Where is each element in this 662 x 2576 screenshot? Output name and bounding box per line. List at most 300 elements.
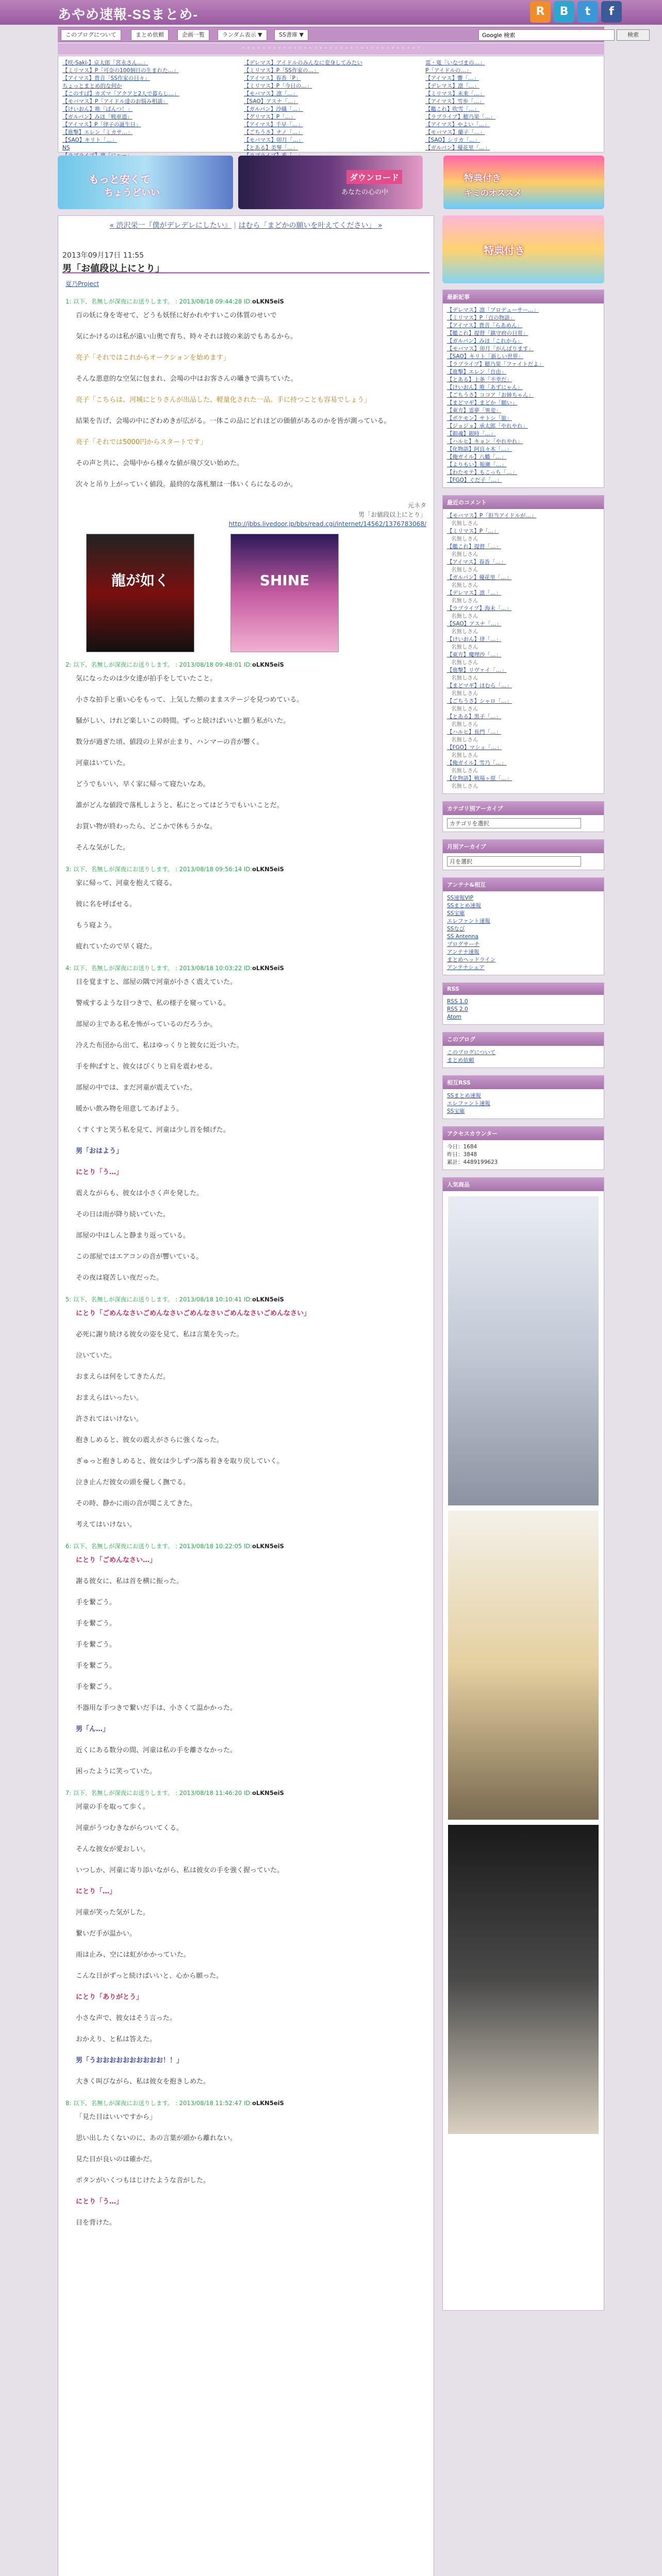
reply-header: 2: 以下、名無しが深夜にお送りします。 : 2013/08/18 09:48:01 ID:oLKN5eiS	[65, 661, 284, 668]
comment-article-link[interactable]: 【けいおん】律「…」	[447, 636, 501, 642]
header-link[interactable]: 【進撃】エレン「ミカサ…」	[62, 129, 133, 135]
comment-article-link[interactable]: 【SAO】アスナ「…」	[447, 621, 502, 627]
header-links-col3	[425, 59, 601, 152]
archive-select[interactable]: カテゴリを選択	[447, 818, 581, 828]
reply-meta: : 以下、名無しが深夜にお送りします。 : 2013/08/18 10:03:22	[69, 964, 242, 972]
header-link[interactable]: 【SAO】アスナ「…」	[244, 98, 299, 105]
source-citation	[65, 501, 426, 529]
reply-line: にとり「う…」	[76, 2198, 123, 2206]
reply-id[interactable]: oLKN5eiS	[252, 1296, 284, 1303]
reply-line: 疲れていたので早く寝た。	[76, 943, 157, 951]
reply-meta: : 以下、名無しが深夜にお送りします。 : 2013/08/18 09:48:01	[69, 661, 242, 668]
reply-id[interactable]: oLKN5eiS	[252, 964, 284, 972]
reply-line: 抱きしめると、彼女の震えがさらに強くなった。	[76, 1436, 224, 1444]
sidebar-link[interactable]: Atom	[447, 1014, 461, 1020]
sidebar-panel	[442, 1075, 604, 1119]
reply-id[interactable]: oLKN5eiS	[252, 298, 284, 305]
sidebar-link[interactable]: エレファント速報	[447, 1100, 490, 1107]
reply-line: 百の妖に身を寄せて、どうも妖怪に好かれやすいこの体質のせいで	[76, 312, 277, 319]
sidebar-panel	[442, 982, 604, 1025]
reply-line: ぎゅっと抱きしめると、彼女は少しずつ落ち着きを取り戻していく。	[76, 1458, 284, 1465]
reply-line: 気にかけるのは私が遠い山奥で育ち、時々それは彼の来訪でもあるから。	[76, 333, 297, 341]
header-link[interactable]: P「アイドルの…」	[425, 67, 472, 74]
comment-author: 名無しさん	[451, 598, 478, 604]
reply-body	[76, 674, 426, 853]
comment-article-link[interactable]: 【ミリマス】P「…」	[447, 528, 499, 534]
reply-number[interactable]: 3	[65, 866, 70, 873]
header-link[interactable]: NS	[62, 145, 70, 151]
site-header	[0, 0, 662, 25]
main-content	[58, 215, 434, 2576]
comment-article-link[interactable]: 【ガルパン】優花里「…」	[447, 574, 512, 581]
reply-line: にとり「ありがとう」	[76, 1993, 143, 2001]
header-link[interactable]: 【モバマス】卯月「…」	[244, 137, 304, 143]
sidebar-link[interactable]: SS宝庫	[447, 910, 465, 917]
reply-line: その時、静かに雨の音が聞こえてきた。	[76, 1500, 197, 1507]
reply-id[interactable]: oLKN5eiS	[252, 661, 284, 668]
cite-label: 元ネタ	[407, 502, 426, 509]
post-nav: « 渋沢栄一『僕がデレデレにしたい』 | はむら「まどかの願いを叶えてください」 »	[109, 222, 383, 230]
sidebar-link[interactable]: SSまとめ速報	[447, 903, 481, 909]
sidebar-link[interactable]: 【俺ガイル】八幡「…」	[447, 454, 507, 460]
reply-body	[76, 977, 426, 1283]
reply-line: いつしか、河童に寄り添いながら、私は彼女の手を強く握っていた。	[76, 1867, 284, 1874]
search-input[interactable]	[478, 29, 615, 41]
post-tag-link[interactable]: 夏乃Project	[65, 280, 100, 287]
cover-images	[76, 534, 426, 652]
comment-article-link[interactable]: 【ごちうさ】シャロ「…」	[447, 698, 512, 704]
sidebar-link[interactable]: 【よりもい】報瀬「…」	[447, 462, 507, 468]
reply-line: 小さな声で、彼女はそう言った。	[76, 2014, 176, 2022]
sidebar-panel-body	[443, 853, 604, 870]
header-link[interactable]: 【ガルパン】優花里「…」	[425, 145, 490, 151]
sidebar-link[interactable]: 【デレマス】凛「プロデューサー…」	[447, 307, 539, 313]
reply-line: 泣き止んだ彼女の頭を優しく撫でる。	[76, 1479, 190, 1486]
sidebar-panel	[442, 495, 604, 794]
sidebar-panel-head: このブログ	[443, 1032, 604, 1046]
header-links-col1	[62, 59, 238, 167]
header-link[interactable]: 【ミリマス】P「可奈の100個目の生まれた…」	[62, 67, 179, 74]
header-link[interactable]: 【ガルパン】みほ「戦車道」	[62, 114, 133, 120]
reply-line: 亮子「こちらは、河城にとりさんが出品した、軽量化された一品。手に持つことも容易でしょう」	[76, 396, 371, 404]
reply-line: 困ったように笑っていた。	[76, 1768, 157, 1775]
sidebar-link[interactable]: SS宝庫	[447, 1108, 465, 1114]
reply-line: 河童がうつむきながらついてくる。	[76, 1824, 183, 1832]
reply-number[interactable]: 4	[65, 964, 70, 972]
archive-select[interactable]: 月を選択	[447, 856, 581, 867]
reply-line: この部屋ではエアコンの音が響いている。	[76, 1253, 203, 1261]
reply-id[interactable]: oLKN5eiS	[252, 1789, 284, 1797]
header-links-col2	[244, 59, 419, 160]
reply-line: 数分が過ぎた頃、値段の上昇が止まり、ハンマーの音が響く。	[76, 738, 263, 746]
comment-author: 名無しさん	[451, 675, 478, 681]
reply-meta: : 以下、名無しが深夜にお送りします。 : 2013/08/18 11:46:20	[69, 1789, 242, 1797]
reply-header: 4: 以下、名無しが深夜にお送りします。 : 2013/08/18 10:03:22 ID:oLKN5eiS	[65, 964, 284, 972]
sidebar-link[interactable]: 【化物語】阿良々木「…」	[447, 446, 512, 452]
header-link[interactable]: 【ラブライブ】穂乃果「…」	[425, 114, 495, 120]
reply-line: その夜は寝苦しい夜だった。	[76, 1274, 163, 1282]
reply-line: 手を繋ごう。	[76, 1683, 117, 1691]
comment-author: 名無しさん	[451, 613, 478, 619]
counter-line: 昨日：3848	[447, 1151, 477, 1158]
sidebar-panel-head: 最新記事	[443, 290, 604, 303]
game-cover-1[interactable]	[86, 534, 194, 652]
reply-meta: : 以下、名無しが深夜にお送りします。 : 2013/08/18 09:44:28	[69, 298, 242, 305]
sidebar-link[interactable]: SS Antenna	[447, 934, 478, 940]
sidebar-link[interactable]: 【けいおん】唯「あずにゃん」	[447, 384, 523, 391]
sidebar-link[interactable]: 【進撃】エレン「自由」	[447, 369, 507, 375]
reply-number[interactable]: 8	[65, 2099, 70, 2107]
header-link[interactable]: 【モバマス】P「アイドル達のお悩み相談」	[62, 98, 168, 105]
hatena-icon[interactable]: B	[554, 1, 574, 23]
header-link[interactable]: 【ミリマス】未来「…」	[425, 91, 485, 97]
comment-article-link[interactable]: 【まどマギ】ほむら「…」	[447, 683, 512, 689]
ad-banner-1-text1: もっと安くて	[89, 173, 151, 185]
sidebar-panel-body	[443, 1140, 604, 1170]
sidebar-link[interactable]: 【艦これ】提督「鎮守府の日常」	[447, 330, 528, 336]
nav-request[interactable]: まとめ依頼	[131, 29, 169, 41]
reply-line: 手を繋ごう。	[76, 1662, 117, 1670]
ad-banner-3[interactable]	[443, 156, 604, 209]
comment-article-link[interactable]: 【俺ガイル】雪乃「…」	[447, 760, 507, 766]
post-date: 2013年09月17日 11:55	[62, 251, 144, 260]
sidebar-ad-column	[442, 1177, 604, 2311]
comment-author: 名無しさん	[451, 721, 478, 727]
reply-line: 近くにある数分の間、河童は私の手を離さなかった。	[76, 1747, 237, 1754]
sidebar-panel	[442, 290, 604, 488]
reply-line: 繋いだ手が温かい。	[76, 1930, 137, 1938]
reply-line: おまえらは何をしてきたんだ。	[76, 1373, 170, 1381]
sidebar-link[interactable]: 【SAO】キリト「新しい世界」	[447, 353, 524, 360]
reply-line: 目を背けた。	[76, 2219, 117, 2227]
reply-line: にとり「ごめんなさいごめんなさいごめんなさいごめんなさいごめんなさい」	[76, 1310, 311, 1317]
comment-author: 名無しさん	[451, 783, 478, 789]
comment-article-link[interactable]: 【ハルヒ】長門「…」	[447, 729, 501, 735]
comment-author: 名無しさん	[451, 752, 478, 758]
header-link[interactable]: ちょっとまとめ的な何か	[62, 83, 122, 89]
sidebar-link[interactable]: 【東方】霊夢「異変」	[447, 408, 501, 414]
reply-number[interactable]: 2	[65, 661, 70, 668]
rss-icon[interactable]: R	[530, 1, 551, 23]
reply-line: 河童の手を取って歩く。	[76, 1803, 150, 1811]
sidebar-panels	[442, 290, 604, 1170]
header-link[interactable]: 【このすば】カズマ「アクアと2人で暮らし…」	[62, 91, 179, 97]
header-link[interactable]: 【ガルパン】沙織「…」	[244, 106, 303, 112]
reply-line: 河童が笑った気がした。	[76, 1909, 150, 1917]
sidebar-link[interactable]: 【銀魂】銀時「…」	[447, 431, 496, 437]
comment-article-link[interactable]: 【進撃】リヴァイ「…」	[447, 667, 507, 673]
comment-article-link[interactable]: 【東方】魔理沙「…」	[447, 652, 501, 658]
ad-banner-2[interactable]	[238, 156, 423, 209]
reply-line: 家に帰って、河童を抱えて寝る。	[76, 879, 176, 887]
comment-author: 名無しさん	[451, 706, 478, 712]
sidebar-ad-banner[interactable]	[442, 215, 604, 283]
sidebar-panel-head: RSS	[443, 983, 604, 995]
ad-banner-3-sub: キミのオススメ	[464, 188, 522, 198]
reply-meta: : 以下、名無しが深夜にお送りします。 : 2013/08/18 10:22:05	[69, 1543, 242, 1550]
reply-line: 手を繋ごう。	[76, 1641, 117, 1649]
comment-article-link[interactable]: 【ラブライブ】海未「…」	[447, 605, 512, 612]
sidebar-link[interactable]: RSS 2.0	[447, 1006, 468, 1012]
game-cover-1-title: 龍が如く	[111, 572, 169, 589]
nav-projects[interactable]: 企画一覧	[177, 29, 209, 41]
ad-image-2[interactable]	[448, 1511, 599, 1820]
reply-header: 5: 以下、名無しが深夜にお送りします。 : 2013/08/18 10:10:41 ID:oLKN5eiS	[65, 1296, 284, 1303]
sidebar-panel-body	[443, 509, 604, 793]
comment-article-link[interactable]: 【デレマス】凛「…」	[447, 590, 501, 596]
reply-line: おまえらはいったい。	[76, 1394, 143, 1402]
sidebar-panel-head: カテゴリ別アーカイブ	[443, 802, 604, 815]
reply-line: 考えてはいけない。	[76, 1521, 137, 1529]
twitter-icon[interactable]: t	[577, 1, 598, 23]
reply-header: 8: 以下、名無しが深夜にお送りします。 : 2013/08/18 11:52:47 ID:oLKN5eiS	[65, 2099, 284, 2107]
comment-article-link[interactable]: 【アイマス】春香「…」	[447, 559, 506, 565]
reply-number[interactable]: 1	[65, 298, 70, 305]
comment-author: 名無しさん	[451, 520, 478, 527]
reply-body	[76, 311, 426, 490]
game-cover-2-title: SHINE	[259, 572, 310, 589]
sidebar-panel-head: 月別アーカイブ	[443, 840, 604, 853]
reply-line: おかえり、と私は答えた。	[76, 2036, 157, 2043]
reply-line: 亮子「それではこれからオークションを始めます」	[76, 354, 230, 362]
sidebar-ad-head: 人気商品	[443, 1178, 604, 1191]
reply-line: 部屋の主である私を怖がっているのだろうか。	[76, 1021, 217, 1028]
reply-line: 不器用な手つきで繋いだ手は、小さくて温かかった。	[76, 1704, 237, 1712]
header-link[interactable]: 雷・電「いなづまの…」	[425, 60, 485, 66]
ad-banner-2-text: ダウンロード	[346, 170, 402, 184]
sidebar-link[interactable]: まとめ依頼	[447, 1057, 474, 1063]
header-link[interactable]: 【アイマス】貴音「SS作家の日々」	[62, 75, 150, 81]
header-link[interactable]: 【モバマス】蘭子「…」	[425, 129, 485, 135]
reply-line: 気になったのは少女達が拍手をしていたこと。	[76, 675, 217, 683]
header-subbar: ・・・・・・・・・・・・・・・・・・・・・・・・・・・・・・・・・・・	[58, 43, 604, 55]
banner-row	[58, 156, 604, 212]
reply-line: そんな彼女が愛おしい。	[76, 1845, 150, 1853]
reply-line: 彼に名を呼ばせる。	[76, 901, 137, 908]
prev-post-link[interactable]: « 渋沢栄一『僕がデレデレにしたい』	[109, 222, 231, 230]
reply-line: 男「ん…」	[76, 1725, 110, 1733]
sidebar-panel	[442, 801, 604, 832]
reply-header: 6: 以下、名無しが深夜にお送りします。 : 2013/08/18 10:22:05 ID:oLKN5eiS	[65, 1543, 284, 1550]
comment-author: 名無しさん	[451, 737, 478, 743]
comment-author: 名無しさん	[451, 536, 478, 542]
site-title[interactable]: あやめ速報-SSまとめ-	[58, 7, 198, 22]
header-link[interactable]: 【けいおん】唯「ぱんつ！」	[62, 106, 133, 112]
reply-line: 結果を告げ、会場の中にざわめきが広がる。一体この品にどれほどの価値があるのかを皆が測っている。	[76, 417, 391, 425]
sidebar-panel	[442, 1126, 604, 1170]
reply-number[interactable]: 6	[65, 1543, 70, 1550]
sidebar	[442, 215, 604, 2576]
reply-line: 思い出したくないのに、あの言葉が頭から離れない。	[76, 2134, 237, 2142]
reply-line: 冷えた布団から出て、私はゆっくりと彼女に近づいた。	[76, 1042, 243, 1049]
reply-line: そんな気がした。	[76, 844, 130, 852]
comment-author: 名無しさん	[451, 551, 478, 557]
comment-author: 名無しさん	[451, 659, 478, 666]
reply-header: 7: 以下、名無しが深夜にお送りします。 : 2013/08/18 11:46:20 ID:oLKN5eiS	[65, 1789, 284, 1797]
nav-archive[interactable]: SS書庫 ▼	[274, 29, 308, 41]
nav-random[interactable]: ランダム表示 ▼	[218, 29, 267, 41]
reply-line: 河童はいていた。	[76, 759, 130, 767]
reply-body	[76, 1802, 426, 2087]
post-title[interactable]: 男「お値段以上にとり」	[62, 263, 164, 274]
sidebar-link[interactable]: 【ハルヒ】キョン「やれやれ」	[447, 438, 523, 445]
reply-line: 大きく叫びながら、私は彼女を抱きしめた。	[76, 2078, 210, 2086]
comment-article-link[interactable]: 【モバマス】P「担当アイドルが…」	[447, 513, 537, 519]
reply-id[interactable]: oLKN5eiS	[252, 866, 284, 873]
reply-line: 「見た目はいいですから」	[76, 2113, 157, 2121]
ad-banner-1[interactable]	[58, 156, 233, 209]
sidebar-panel-body	[443, 1046, 604, 1067]
header-link[interactable]: 【デレマス】凛「…」	[425, 83, 479, 89]
sidebar-panel-head: 最近のコメント	[443, 496, 604, 509]
sidebar-panel-head: 相互RSS	[443, 1076, 604, 1089]
reply-id[interactable]: oLKN5eiS	[252, 1543, 284, 1550]
ad-banner-1-text2: ちょうどいい	[104, 188, 160, 198]
reply-line: 次々と吊り上がっていく値段。最終的な落札額は一体いくらになるのか。	[76, 481, 297, 488]
game-cover-2[interactable]	[230, 534, 339, 652]
comment-author: 名無しさん	[451, 629, 478, 635]
sidebar-link[interactable]: アンテナシェア	[447, 964, 485, 971]
search-button[interactable]: 検索	[617, 29, 650, 41]
header-link[interactable]: 【艦これ】吹雪「…」	[425, 106, 479, 112]
header-link[interactable]: 【アイマス】雪歩「…」	[425, 98, 485, 105]
nav-about[interactable]: このブログについて	[61, 29, 121, 41]
post-title-box	[62, 250, 429, 274]
cite-title: 男「お値段以上にとり」	[358, 511, 426, 518]
sidebar-link[interactable]: 【FGO】ぐだ子「…」	[447, 477, 502, 483]
reply-line: その声と共に、会場中から様々な値が飛び交い始めた。	[76, 460, 244, 467]
facebook-icon[interactable]: f	[601, 1, 622, 23]
comment-article-link[interactable]: 【化物語】戦場ヶ原「…」	[447, 775, 512, 782]
reply-line: 謝る彼女に、私は首を横に振った。	[76, 1578, 184, 1585]
counter-line: 今日：1684	[447, 1144, 477, 1150]
sidebar-link[interactable]: 【アイマス】貴音「らあめん」	[447, 323, 523, 329]
reply-body	[76, 878, 426, 952]
sidebar-link[interactable]: エレファント速報	[447, 918, 490, 924]
sidebar-panel	[442, 877, 604, 975]
header-link[interactable]: 【グリマス】P「…」	[244, 114, 296, 120]
comment-author: 名無しさん	[451, 567, 478, 573]
sidebar-panel-body	[443, 815, 604, 832]
reply-line: 部屋の中では、まだ河童が震えていた。	[76, 1084, 197, 1092]
next-post-link[interactable]: はむら「まどかの願いを叶えてください」 »	[238, 222, 383, 230]
reply-number[interactable]: 5	[65, 1296, 70, 1303]
header-link[interactable]: 【デレマス】アイドルのみんなに変身してみたい	[244, 60, 362, 66]
reply-line: 男「おはよう」	[76, 1147, 123, 1155]
reply-line: 警戒するような目つきで、私の様子を窺っている。	[76, 999, 230, 1007]
reply-line: 手を繋ごう。	[76, 1620, 117, 1628]
comment-article-link[interactable]: 【FGO】マシュ「…」	[447, 744, 502, 751]
sidebar-panel	[442, 839, 604, 870]
sidebar-panel-body	[443, 891, 604, 975]
reply-line: もう寝よう。	[76, 922, 117, 929]
sidebar-link[interactable]: RSS 1.0	[447, 998, 468, 1005]
reply-line: ポタンがいくつもはじけたような音がした。	[76, 2177, 210, 2184]
reply-line: 小さな拍手と重い心をもって、上気した頬のままステージを見つめている。	[76, 696, 304, 704]
header-link[interactable]: 【アイマス】P「律子の誕生日」	[62, 122, 141, 128]
header-links	[58, 56, 604, 152]
reply-body	[76, 1555, 426, 1777]
comment-author: 名無しさん	[451, 768, 478, 774]
reply-line: そんな悪意的な空気に包まれ、会場の中はお客さんの囁きで満ちていた。	[76, 375, 297, 383]
reply-line: 暖かい飲み物を用意してあげよう。	[76, 1105, 184, 1113]
reply-line: 男「うおおおおおおおおおお！！」	[76, 2057, 184, 2064]
sidebar-link[interactable]: ブログサーチ	[447, 941, 479, 947]
ad-image-3[interactable]	[448, 1825, 599, 2134]
reply-number[interactable]: 7	[65, 1789, 70, 1797]
sidebar-link[interactable]: SSまとめ速報	[447, 1093, 481, 1099]
reply-line: 泣いていた。	[76, 1352, 117, 1360]
sidebar-link[interactable]: 【ミリマス】P「百の物語」	[447, 315, 516, 321]
reply-line: 見た目が良いのは確かだ。	[76, 2156, 157, 2163]
reply-line: にとり「う…」	[76, 1168, 123, 1176]
comment-article-link[interactable]: 【艦これ】提督「…」	[447, 544, 501, 550]
sidebar-panel-head: アンテナ&相互	[443, 878, 604, 891]
header-link[interactable]: 【ミリマス】P「今日の…」	[244, 83, 312, 89]
sidebar-link[interactable]: まとめヘッドライン	[447, 957, 496, 963]
header-link[interactable]: 【咲-Saki-】京太郎「宮永さん…」	[62, 60, 148, 66]
reply-line: どうでもいい、早く家に帰って寝たいなあ。	[76, 781, 210, 788]
sidebar-link[interactable]: このブログについて	[447, 1049, 496, 1056]
reply-body	[76, 1309, 426, 1530]
header-link[interactable]: 【アイマス】春香「P」	[244, 75, 301, 81]
post-body	[65, 279, 426, 2239]
sidebar-link[interactable]: SS速報VIP	[447, 895, 473, 901]
comment-author: 名無しさん	[451, 690, 478, 697]
sidebar-link[interactable]: 【とある】上条「不幸だ」	[447, 377, 512, 383]
sidebar-link[interactable]: 【わたモテ】もこっち「…」	[447, 469, 518, 476]
header-link[interactable]: 【SAO】シリカ「…」	[425, 137, 481, 143]
sidebar-link[interactable]: 【ガルパン】みほ「これから」	[447, 338, 523, 344]
header-link[interactable]: 【アイマス】やよい「…」	[425, 122, 490, 128]
ad-banner-3-text: 特典付き	[464, 173, 501, 184]
reply-body	[76, 2112, 426, 2228]
sidebar-link[interactable]: アンテナ速報	[447, 949, 479, 955]
reply-line: その日は雨が降り続いていた。	[76, 1211, 170, 1218]
reply-line: 目を覚ますと、部屋の隅で河童が小さく震えていた。	[76, 978, 237, 986]
header-link[interactable]: 【アイマス】千早「…」	[244, 122, 303, 128]
cite-url[interactable]: http://jbbs.livedoor.jp/bbs/read.cgi/internet/14562/1376783068/	[228, 520, 426, 528]
header-link[interactable]: 【SAO】キリト「…」	[62, 137, 118, 143]
sidebar-panel-head: アクセスカウンター	[443, 1127, 604, 1140]
sidebar-link[interactable]: 【まどマギ】まどか「願い」	[447, 400, 518, 406]
reply-meta: : 以下、名無しが深夜にお送りします。 : 2013/08/18 10:10:41	[69, 1296, 242, 1303]
comment-article-link[interactable]: 【とある】黒子「…」	[447, 714, 501, 720]
reply-header: 1: 以下、名無しが深夜にお送りします。 : 2013/08/18 09:44:28 ID:oLKN5eiS	[65, 298, 284, 305]
reply-meta: : 以下、名無しが深夜にお送りします。 : 2013/08/18 11:52:47	[69, 2099, 242, 2107]
sidebar-link[interactable]: 【ジョジョ】承太郎「やれやれ」	[447, 423, 528, 429]
sidebar-link[interactable]: 【ごちうさ】ココア「お姉ちゃん」	[447, 392, 534, 398]
reply-id[interactable]: oLKN5eiS	[252, 2099, 284, 2107]
header-link[interactable]: 【とある】美琴「…」	[244, 145, 298, 151]
reply-meta: : 以下、名無しが深夜にお送りします。 : 2013/08/18 09:56:14	[69, 866, 242, 873]
reply-line: 許されてはいけない。	[76, 1415, 143, 1423]
comment-author: 名無しさん	[451, 582, 478, 588]
reply-line: 雨は止み、空には虹がかかっていた。	[76, 1951, 190, 1959]
header-link[interactable]: 【ごちうさ】チノ「…」	[244, 129, 303, 135]
sidebar-link[interactable]: 【ラブライブ】穂乃果「ファイトだよ」	[447, 361, 544, 367]
sidebar-link[interactable]: 【モバマス】卯月「がんばります」	[447, 346, 534, 352]
ad-image-1[interactable]	[448, 1196, 599, 1505]
sidebar-link[interactable]: 【ポケモン】サトシ「旅」	[447, 415, 512, 421]
reply-line: 手を伸ばすと、彼女はびくりと肩を震わせる。	[76, 1063, 217, 1071]
header-link[interactable]: 【ミリマス】P「SS作家の…」	[244, 67, 319, 74]
header-link[interactable]: 【モバマス】凛「…」	[244, 91, 298, 97]
header-link[interactable]: 【アイマス】響「…」	[425, 75, 479, 81]
reply-line: お買い物が終わったら、どこかで休もうかな。	[76, 823, 217, 831]
sidebar-link[interactable]: SSなび	[447, 926, 465, 932]
reply-line: 誰がどんな値段で落札しようと、私にとってはどうでもいいことだ。	[76, 802, 284, 809]
